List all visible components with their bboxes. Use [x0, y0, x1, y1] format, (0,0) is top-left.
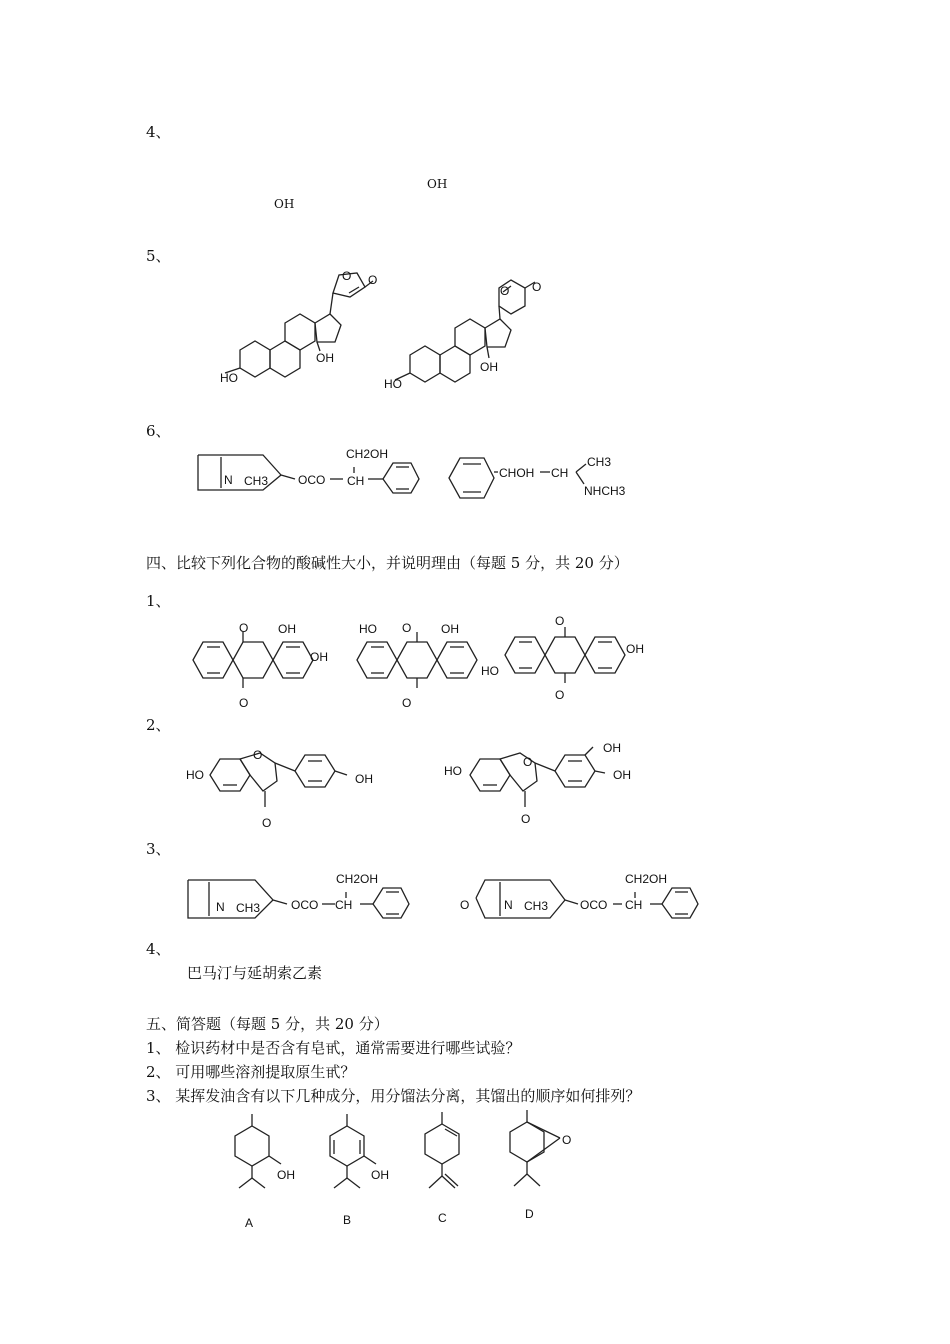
q6-number: 6、	[146, 422, 171, 440]
cineole-structure	[500, 1108, 590, 1198]
s4-q2-label: OH	[603, 741, 621, 755]
s5-question-1: 1、 检识药材中是否含有皂甙，通常需要进行哪些试验？	[146, 1039, 521, 1057]
q6-oco-label: OCO	[298, 473, 326, 487]
q5-o-label: O	[500, 284, 510, 298]
s4-q2-number: 2、	[146, 716, 171, 734]
s4-q3-label: CH	[335, 898, 353, 912]
q6-ch2oh-label: CH2OH	[346, 447, 389, 461]
flavone-2	[465, 745, 645, 825]
thymol-structure	[320, 1112, 400, 1202]
s5-o-label: O	[562, 1133, 572, 1147]
s4-q2-label: OH	[613, 768, 631, 782]
compound-label: D	[525, 1207, 534, 1221]
s5-question-3: 3、 某挥发油含有以下几种成分，用分馏法分离，其馏出的顺序如何排列？	[146, 1087, 641, 1105]
q5-o-label: O	[368, 273, 378, 287]
s4-q3-label: CH2OH	[336, 872, 379, 886]
s4-q1-label: HO	[359, 622, 377, 636]
section-5-title: 五、简答题（每题 5 分，共 20 分）	[146, 1015, 389, 1033]
s4-q2-label: O	[262, 816, 272, 830]
q6-nhch3-label: NHCH3	[584, 484, 626, 498]
s5-oh-label: OH	[277, 1168, 295, 1182]
s4-q3-label: OCO	[580, 898, 608, 912]
limonene-structure	[415, 1110, 495, 1200]
s4-q3-label: CH	[625, 898, 643, 912]
s4-q1-label: OH	[278, 622, 296, 636]
cardenolide-structure	[215, 265, 385, 395]
q4-oh-label: OH	[274, 197, 295, 211]
q5-ho-label: HO	[384, 377, 402, 391]
s4-q1-label: OH	[441, 622, 459, 636]
s4-q1-label: O	[239, 696, 249, 710]
section-4-title: 四、比较下列化合物的酸碱性大小，并说明理由（每题 5 分，共 20 分）	[146, 554, 629, 572]
bufadienolide-structure	[385, 272, 555, 402]
menthol-structure	[225, 1112, 305, 1202]
s4-q3-label: N	[216, 900, 225, 914]
q4-number: 4、	[146, 123, 171, 141]
s4-q2-label: O	[523, 755, 533, 769]
s4-q3-label: CH3	[524, 899, 549, 913]
s4-q4-text: 巴马汀与延胡索乙素	[187, 964, 323, 982]
s4-q4-number: 4、	[146, 940, 171, 958]
s4-q2-label: HO	[444, 764, 462, 778]
q6-choh-label: CHOH	[499, 466, 535, 480]
q4-oh-label: OH	[427, 177, 448, 191]
s4-q1-label: O	[402, 621, 412, 635]
s5-oh-label: OH	[371, 1168, 389, 1182]
q5-o-label: O	[532, 280, 542, 294]
q5-o-label: O	[342, 269, 352, 283]
s4-q1-label: O	[555, 614, 565, 628]
q5-number: 5、	[146, 247, 171, 265]
s4-q3-label: CH2OH	[625, 872, 668, 886]
s4-q2-label: O	[253, 748, 263, 762]
q6-ch3-label: CH3	[244, 474, 269, 488]
s4-q2-label: O	[521, 812, 531, 826]
s4-q1-label: O	[402, 696, 412, 710]
s4-q3-label: N	[504, 898, 513, 912]
s4-q2-label: OH	[355, 772, 373, 786]
q5-oh-label: OH	[480, 360, 498, 374]
s4-q1-label: OH	[310, 650, 328, 664]
q6-n-label: N	[224, 473, 233, 487]
s4-q3-label: CH3	[236, 901, 261, 915]
s4-q1-label: O	[555, 688, 565, 702]
q6-ch3-label: CH3	[587, 455, 612, 469]
q5-oh-label: OH	[316, 351, 334, 365]
compound-label: C	[438, 1211, 447, 1225]
s4-q2-label: HO	[186, 768, 204, 782]
s4-q3-number: 3、	[146, 840, 171, 858]
q6-ch-label: CH	[347, 474, 365, 488]
s4-q3-label: OCO	[291, 898, 319, 912]
s5-question-2: 2、 可用哪些溶剂提取原生甙？	[146, 1063, 356, 1081]
s4-q3-label: O	[460, 898, 470, 912]
s4-q1-label: OH	[626, 642, 644, 656]
s4-q1-label: O	[239, 621, 249, 635]
q6-ch-label: CH	[551, 466, 569, 480]
compound-label: B	[343, 1213, 352, 1227]
s4-q1-number: 1、	[146, 592, 171, 610]
s4-q1-label: HO	[481, 664, 499, 678]
q5-ho-label: HO	[220, 371, 238, 385]
compound-label: A	[245, 1216, 254, 1230]
